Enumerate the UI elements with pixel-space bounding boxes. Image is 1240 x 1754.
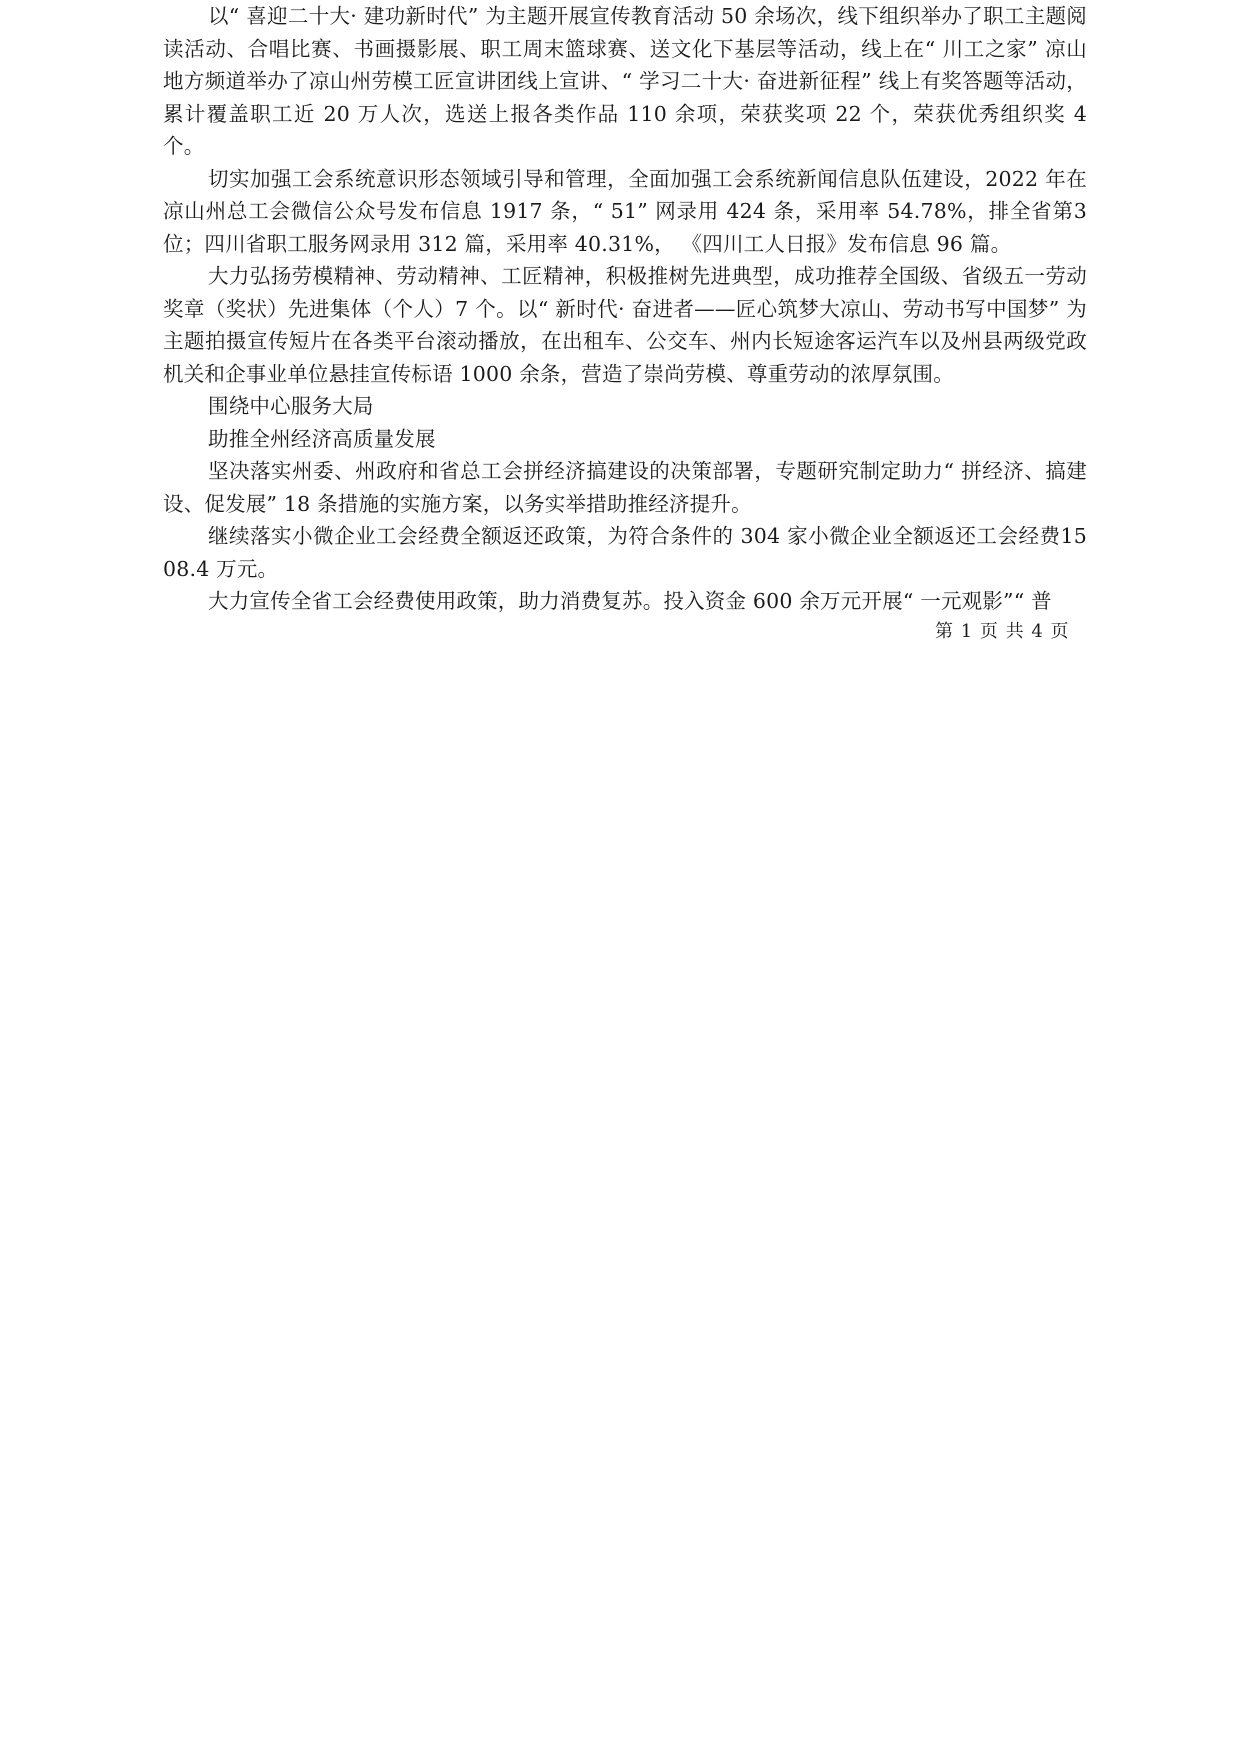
section-subheading-economy: 助推全州经济高质量发展	[208, 426, 436, 451]
paragraph-small-enterprises: 继续落实小微企业工会经费全额返还政策，为符合条件的 304 家小微企业全额返还工会经费1508.4 万元。	[163, 524, 1087, 581]
paragraph-events: 以“ 喜迎二十大· 建功新时代” 为主题开展宣传教育活动 50 余场次，线下组织举办了职工主题阅读活动、合唱比赛、书画摄影展、职工周末篮球赛、送文化下基层等活动，线上在“ 川工之家” 凉山地方频道举办了凉山州劳模工匠宣讲团线上宣讲、“ 学习二十大· 奋进新征程” 线上有奖答题等活动，累计覆盖职工近 20 万人次，选送上报各类作品 110 余项，荣获奖项 22 个，荣获优秀组织奖 4 个。	[163, 4, 1087, 158]
document-body	[163, 0, 1087, 618]
paragraph-model-workers: 大力弘扬劳模精神、劳动精神、工匠精神，积极推树先进典型，成功推荐全国级、省级五一劳动奖章（奖状）先进集体（个人）7 个。以“ 新时代· 奋进者——匠心筑梦大凉山、劳动书写中国梦” 为主题拍摄宣传短片在各类平台滚动播放，在出租车、公交车、州内长短途客运汽车以及州县两级党政机关和企事业单位悬挂宣传标语 1000 余条，营造了崇尚劳模、尊重劳动的浓厚氛围。	[163, 264, 1087, 386]
paragraph-economy-measures: 坚决落实州委、州政府和省总工会拼经济搞建设的决策部署，专题研究制定助力“ 拼经济、搞建设、促发展” 18 条措施的实施方案，以务实举措助推经济提升。	[163, 459, 1087, 516]
section-heading-service: 围绕中心服务大局	[208, 394, 374, 418]
paragraph-ideology: 切实加强工会系统意识形态领域引导和管理，全面加强工会系统新闻信息队伍建设，2022 年在凉山州总工会微信公众号发布信息 1917 条，“ 51” 网录用 424 条，采用率 54.78%，排全省第3 位；四川省职工服务网录用 312 篇，采用率 40.31%， 《四川工人日报》发布信息 96 篇。	[163, 166, 1087, 256]
page-number-footer: 第 1 页 共 4 页	[935, 621, 1070, 642]
paragraph-consumption: 大力宣传全省工会经费使用政策，助力消费复苏。投入资金 600 余万元开展“ 一元观影”“ 普	[208, 589, 1052, 613]
